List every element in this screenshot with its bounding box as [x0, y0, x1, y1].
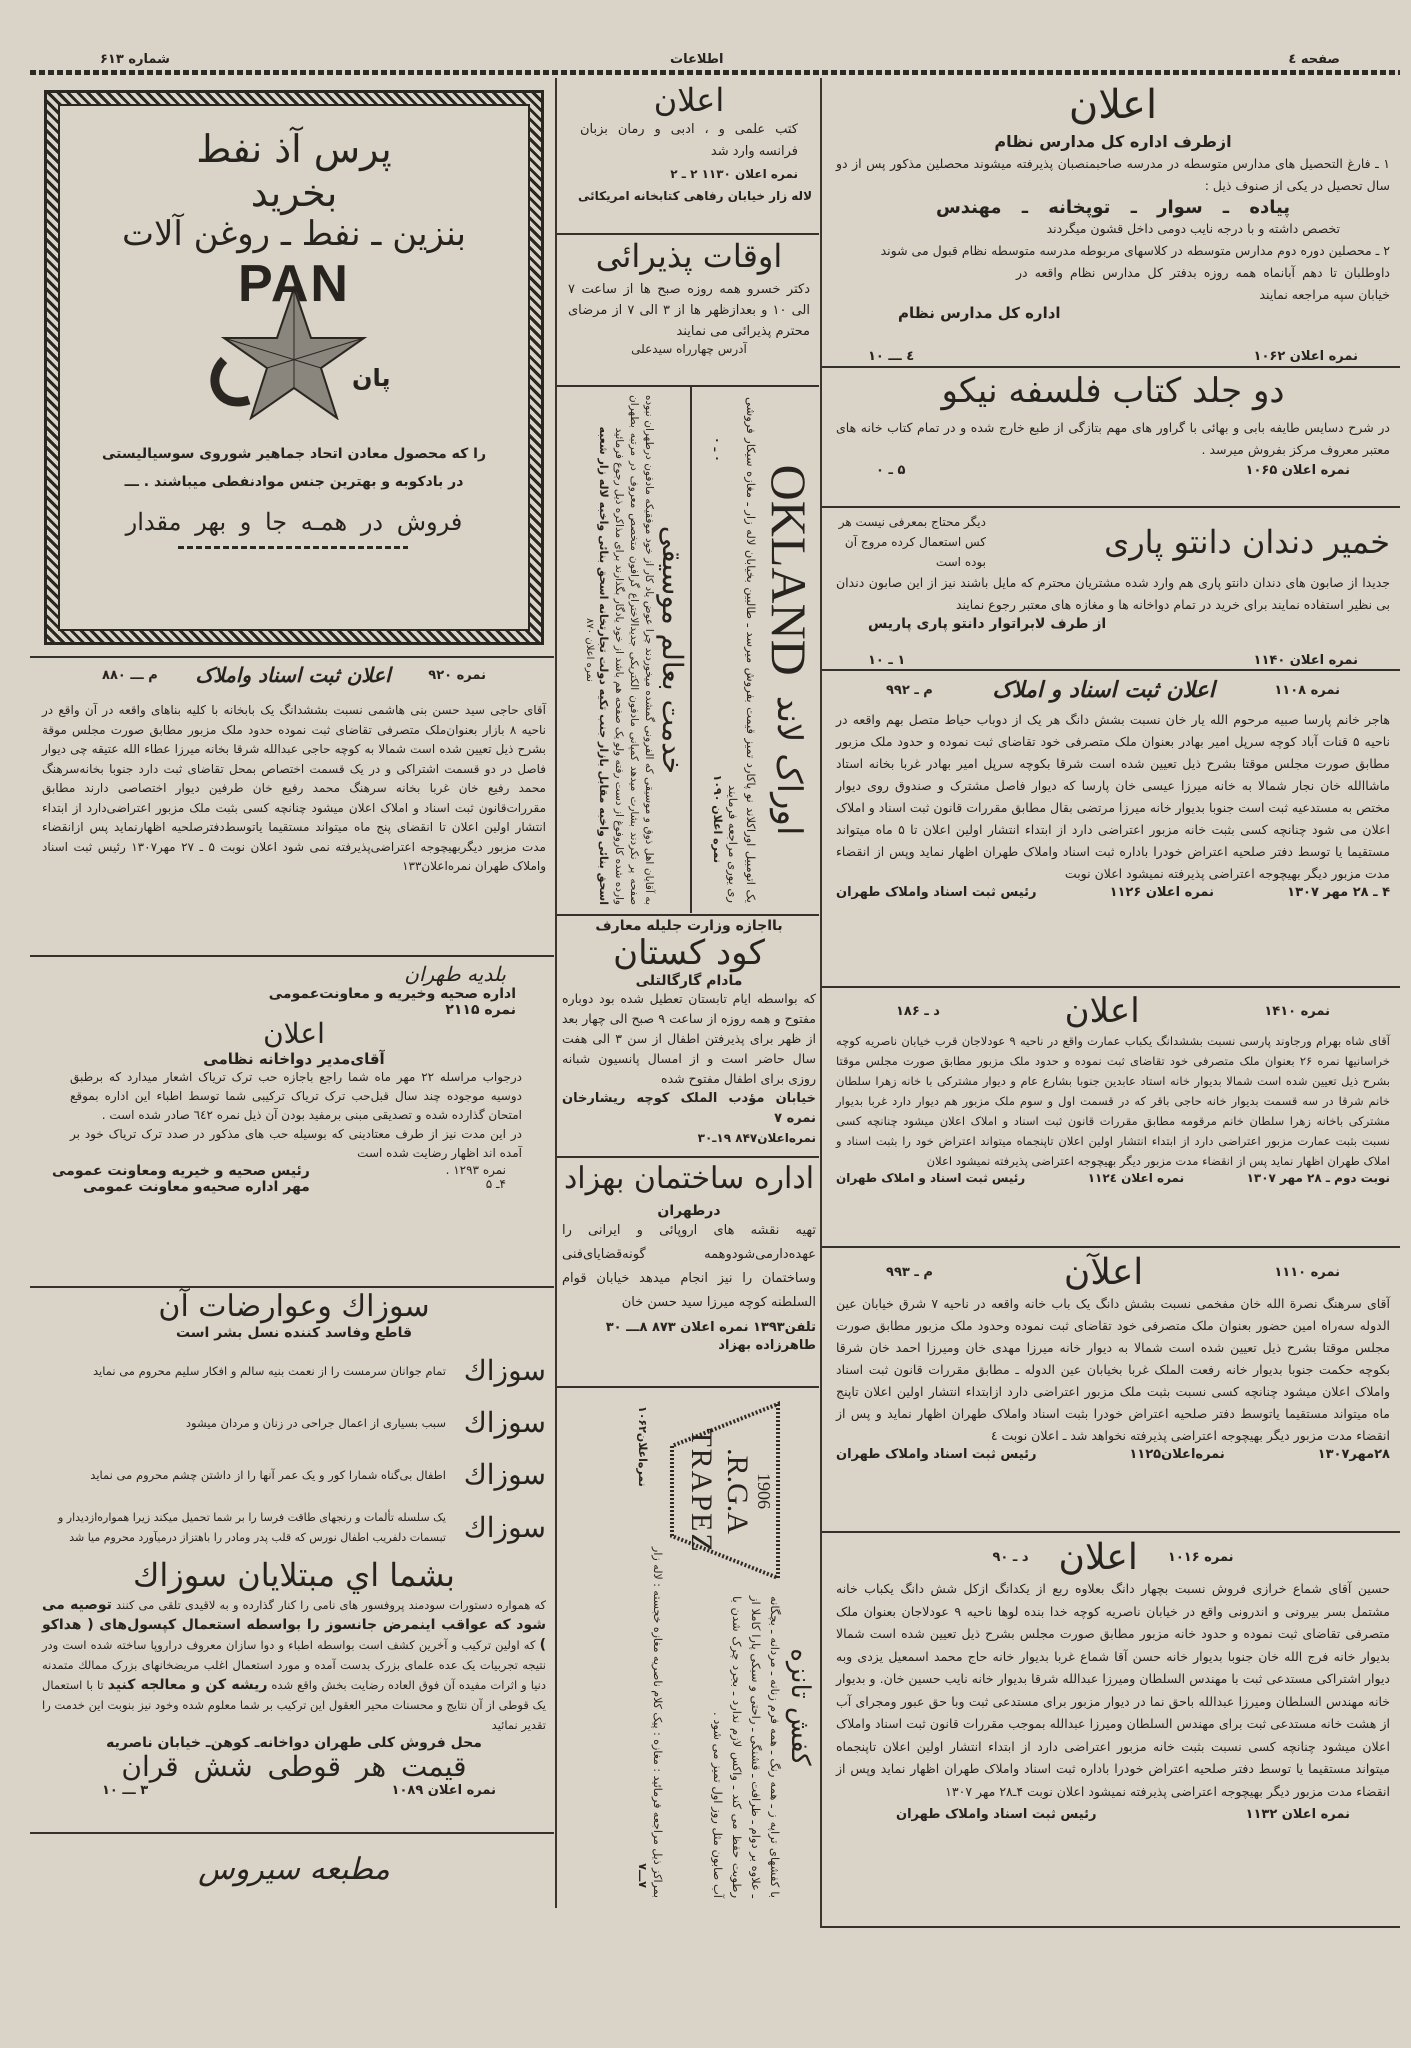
ad-header [42, 664, 546, 687]
divider [557, 233, 819, 235]
ad-dept: اداره صحیه وخیریه و معاونت‌عمومی [268, 986, 516, 1002]
ad-body-bold2: ریشه کن و معالجه کنید [107, 1677, 268, 1694]
ad-subtitle: مادام گارگالتلی [635, 973, 743, 990]
ad-trapez [556, 1388, 820, 1906]
ad-title: اعلان [1068, 82, 1158, 128]
ad-paragraph: تخصص داشته و با درجه نایب دومی داخل قشون میگردند [1046, 221, 1340, 236]
divider [557, 914, 819, 916]
ad-body: حسین آقای شماع خرازی فروش نسبت بچهار دانگ بعلاوه ربع از یکدانگ ازکل شش دانگ یکباب خانه مشتمل بسر بیرونی و اندرونی واقع در خیابان ناصریه کوچه خدا بنده لوها ناحیه ۹ عودلاجان بعنوان ملک متصرفی تقاضای ثبت نموده و حدود خانه مزبور مطابق صورت مجلس بشرح ذیل تعیین شده است شمالا بدیوار خانه فرج الله خان جنوبا بدیوار خانه حسن آقا شماع غربا بدیوار خانه حاج محمد اسمعیل یزدی وبه دیوار اشتراکی مستدعی ثبت با مهندس السلطان ومیرزا عبدالله شرقا بدیوار خانه نایب حسین خان. و بدیوار خانه مهندس السلطان ومیرزا عبدالله باحق نما در دیوار مزبور برای مستدعی ثبت وبا حق عبور ومجرای آب از هشت خانه مستدعی ثبت برای مهندس السلطان ومیرزا عبدالله بموجب مقررات قانون ثبت اسناد واملاک اعلان میشود چنانچه کسی نسبت بثبت خانه مزبور اعتراضی دارد از ابتداء انتشار اولین اعلان تاپنجماه میتواند مستقیما یا توسط دفتر صلحیه اعتراض خودرا باداره ثبت اسناد واملاک طهران اظهار نماید وپس از انقضاء مدت مزبور دیگر بهیچوجه اعتراضی پذیرفته نمیشود اعلان نوبت ۴ـ۲۸ مهر ۱۳۰۷ [836, 1581, 1390, 1799]
ad-title: خدمت بعالم موسیقی [656, 525, 689, 775]
ad-subtitle: ازطرف اداره کل مدارس نظام [994, 132, 1232, 151]
page-number: صفحه ٤ [1288, 52, 1340, 67]
ad-body-c: تا با استعمال یک قوطی از آن نتایج و محسنات محیر العقول این ترکیب بر شما معلوم شده وخود نیز بنوبت این خدمت را تقدیر نمائید [42, 1678, 546, 1733]
ad-1110 [828, 1252, 1398, 1528]
ad-body: به آقایان اهل ذوق و موسیقی که الفرونی گمشده میخوردند چرا عوض یاد کار از خود موفقیکه مادفون درطهران نبوده صفحه پر نکردند بشارت میدهد کمپانی مادفون الکتریکی جدیدالاختراع گرافون متخصص معروف در مرتبه بطهران وارده شده کاروفوغ از دست رفته ولو یک صفحه هم باشد از خود یادگار بگذارند برای مذاکره ذیل رجوع فرمائید [612, 395, 655, 905]
divider [557, 1156, 819, 1158]
suzak-word: سوزاك [463, 1406, 546, 1439]
ad-signature: از طرف لابراتوار دانتو پاری پاریس [868, 616, 1107, 632]
ad-body-a: که همواره دستورات سودمند پروفسور های نامی را کنار گذارده و به لاقیدی تلقی می کنند [116, 1598, 547, 1613]
ad-title: کفش تانزه [785, 1648, 815, 1766]
ad-title: کود کستان [613, 933, 765, 973]
ad-dentopari [828, 512, 1398, 668]
ad-number: نمره اعلان ۱۱۳۰ ۲ ـ ۲ [670, 166, 798, 181]
ad-code: م ـ ۹۹۳ [886, 1265, 933, 1281]
ad-address: لاله زار خیابان رفاهی کتابخانه امریکائی [577, 188, 812, 203]
divider [822, 366, 1400, 368]
logo-year: 1906 [754, 1473, 775, 1509]
ad-code: د ـ ۱۸۶ [896, 1004, 940, 1020]
ad-kindergarten [562, 918, 816, 1154]
ad-number: نمره اعلان ۱۱۲٤ [1087, 1171, 1185, 1186]
ad-number: نمره اعلان ۱۱۴۰ [1253, 653, 1358, 668]
ad-paragraph: درجواب مراسله ۲۲ مهر ماه شما راجع باجازه حب ترک تریاک اشعار میدارد که برطبق دوسیه موجوده چند سال قبل‌حب ترک تریاک ترکیبی شما توسط اطباء این اداره بموقع امتحان گذارده شده و تصدیقی مبنی برمفید بودن آن ذیل نمره ٦٤٢ صادر شده است . [70, 1070, 523, 1123]
rotated-ads [556, 387, 820, 913]
ad-code: م ـ ۹۹۲ [886, 683, 933, 699]
ad-municipality [36, 962, 552, 1284]
ad-run: ۴ـ ۵ [485, 1177, 506, 1192]
ad-title: اعلان [1058, 1537, 1138, 1578]
divider [822, 986, 1400, 988]
logo-text: PAN [238, 255, 350, 314]
ad-okland [690, 387, 820, 913]
ad-footer [836, 463, 1390, 478]
ad-military-schools [828, 82, 1398, 364]
ad-signature: اداره کل مدارس نظام [898, 304, 1061, 322]
suzak-row [42, 1501, 546, 1555]
divider [30, 955, 554, 957]
divider [30, 656, 554, 658]
ad-subtitle: درطهران [657, 1202, 721, 1219]
ad-title: اعلان ثبت اسناد و املاک [992, 677, 1215, 703]
ad-body: در شرح دسایس طایفه بابی و بهائی با گراور های مهم بتازگی از طبع خارج شده و در تمام کتاب خانه های معتبر معروف مرکز بفروش میرسد . [836, 420, 1390, 458]
ad-seal: مهر اداره صحیه‌و معاونت عمومی [82, 1179, 310, 1196]
ad-place: محل فروش کلی طهران دواخانه‌ـ کوهن‌ـ خیابان ناصریه [106, 1735, 482, 1752]
ad-body: آقای سرهنگ نصرة الله خان مفخمی نسبت بشش دانگ یک باب خانه واقعه در ناحیه ۷ شرق خیابان عین الدوله سه‌راه امین حضور بعنوان ملک متصرفی خود تقاضای ثبت نموده وحدود ملک مزبور مطابق صورت مجلس موقتا بشرح ذیل تعیین شده است شمالا به دیوار خانه میرزا مهدی خان ومیرزا احمد خان شرقا بکوچه حکمت جنوبا بدیوار خانه رفعت الملک غربا بخیابان عین الدوله ـ مطابق مقررات قانون ثبت اسناد واملاک اعلان میشود چنانچه کسی نسبت بثبت ملک مزبور اعتراضی دارد ازابتداء انتشار اولین اعلان تاپنج ماه میتواند مستقیما یاتوسط دفتر صلحیه اعتراض خودرا بثبت اسناد واملاک طهران اظهار نماید و پس از انقضاء مدت مزبور دیگر بهیچوجه اعتراضی پذیرفته نخواهد شد ـ اعلان نوبت ٤ [836, 1296, 1390, 1444]
ad-body: جدیدا از صابون های دندان دانتو پاری هم وارد شده مشتریان محترم که مایل باشند نیز از این صابون دندان بی نظیر استفاده نمایند برای خرید در تمام دواخانه ها و مغازه های معتبر رجوع نمایند [836, 575, 1390, 612]
ad-run: ۳ ـــ ۱۰ [102, 1783, 149, 1799]
suzak-row [42, 1345, 546, 1397]
ad-body: آقای شاه بهرام ورجاوند پارسی نسبت بششدانگ یکباب عمارت واقع در ناحیه ۹ عودلاجان قرب خیابان ناصریه کوچه خراسانیها نمره ۲۶ بعنوان ملک متصرفی خود تقاضای ثبت نموده و حدود ملک مزبور مطابق صورت مجلس موقتا بشرح ذیل تعیین شده است شمالا بدیوار خانه استاد عابدین جنوبا بشارع عام و دیوار مشترکی با خانه زهرا سلطان خانم شرقا در سه قسمت بدیوار خانه حاجی باقر که در قسمت اول و سوم ملک مزبور هم دیوار دارد غربا بدیوار مشترکی باخانه زهرا سلطان خانم مرقومه مطابق مقررات قانون ثبت اسناد و املاک اعلان میشود چنانچه کسی نسبت بثبت عمارت مزبور اعتراضی دارد از ابتداء انتشار اولین اعلان تاپنجماه میتواند اعتراض خود را بثبت اسناد و املاک طهران اظهار نماید پس از انقضاء مدت مزبور دیگر بهیچوجه اعتراضی پذیرفته نمیشود اعلان [836, 1034, 1390, 1169]
ad-number: نمره اعلان ۱۰۸۹ [391, 1783, 496, 1799]
ad-visiting-hours [562, 238, 816, 383]
ad-signature: رئیس صحیه و خیریه ومعاونت عمومی [52, 1163, 310, 1180]
logo-mark: .R.G.A [721, 1448, 755, 1534]
ad-number: نمره اعلان ۸۷۰ [583, 618, 595, 682]
ad-header [836, 1252, 1390, 1293]
ad-paragraph: ۲ ـ محصلین دوره دوم مدارس متوسطه در کلاسهای مربوطه مدرسه متوسطه نظام قبول می شوند [880, 243, 1390, 258]
ad-title: اوقات پذیرائی [595, 237, 783, 275]
ad-org: بلدیه طهران [404, 962, 506, 986]
ad-registry-920 [36, 664, 552, 954]
ad-line1: پرس آذ نفط [196, 127, 392, 171]
ad-addressee: آقای‌مدیر دواخانه نظامی [203, 1050, 385, 1069]
ad-date: ۲۸مهر۱۳۰۷ [1317, 1447, 1390, 1463]
suzak-line: اطفال بی‌گناه شمارا کور و یک عمر آنها را از داشتن چشم محروم می نماید [90, 1467, 446, 1482]
ad-body: آقای حاجی سید حسن بنی هاشمی نسبت بششدانگ یک بابخانه با کلیه بناهای واقعه در آن واقع در ناحیه ۸ بازار بعنوان‌ملک متصرفی تقاضای ثبت نموده حدود ملک مزبور مطابق صورت مجلس موقة بشرح ذیل تعیین شده است شمالا به کوچه حاجی عبدالله شرقا بخانه میرزا عطاء الله عتیقه چی دیوار فاصل در دو قسمت اشتراکی و در یک قسمت اختصاص بمحل تقاضای ثبت دارد جنوبا بخانه‌سرهنگ محمد رفیع خان غربا بخانه سرهنگ محمد رفیع خان طرفین دیوار اختصاصی دارند مطابق مقررات‌قانون ثبت اسناد و املاک اعلان میشود چنانچه کسی بثبت ملک مزبور اعتراضی‌دارد از ابتداء انتشار اولین اعلان تا انقضای پنج ماه میتواند مستقیما یاتوسط‌دفترصلحیه اظهارنماید پس ازانقضاء مدت مزبور دیگربهیچوجه اعتراضی‌پذیرفته نمی شود اعلان نوبت ۵ ـ ۲۷ مهر۱۳۰۷ رئیس ثبت اسناد واملاک طهران نمره‌اعلان۱۳۳ [42, 703, 546, 873]
ad-footer: تلفن۱۳۹۳ نمره اعلان ۸۷۳ ۸ـــ ۳۰ [605, 1319, 816, 1335]
suzak-word: سوزاك [463, 1458, 546, 1491]
ad-title: اعلان [263, 1017, 325, 1050]
ad-signature: رئیس ثبت اسناد واملاک طهران [836, 885, 1037, 901]
ad-body: تهیه نقشه های اروپائی و ایرانی را عهده‌دارمی‌شودوهمه گونه‌قضایای‌فنی وساختمان را نیز انجام میدهد خیابان قوام السلطنه کوچه میرزا سید حسن خان [562, 1222, 816, 1310]
ad-body-bold: توصیه می شود که عواقب اینمرض جانسوز را بواسطه استعمال کپسول‌های ( هداکو ) [42, 1597, 547, 1654]
ad-number: نمره‌اعلان۸۴۷ ۱۹ـ۳۰ [697, 1131, 816, 1146]
ad-no: نمره ۱۱۱۰ [1274, 1265, 1340, 1281]
ad-paragraph: ۱ ـ فارغ التحصیل های مدارس متوسطه در مدرسه صاحبمنصبان پذیرفته میشوند محصلین مذکور پس از دو سال تحصیل در یکی از صنوف ذیل : [836, 156, 1390, 193]
ad-number: نمره اعلان ۱۱۳۲ [1245, 1807, 1350, 1823]
ad-footer: فروش در همـه جا و بهر مقدار [125, 508, 463, 537]
ad-price: قیمت هر قوطی شش قران [121, 1750, 467, 1784]
ad-permit: بااجازه وزارت جلیله معارف [595, 918, 783, 934]
ad-title: دو جلد کتاب فلسفه نیکو [941, 371, 1285, 411]
ad-signature: طاهرزاده بهزاد [718, 1337, 816, 1353]
ad-body: هاجر خانم پارسا صبیه مرحوم الله یار خان نسبت بشش دانگ هر یک از دوباب حیاط متصل بهم واقعه در ناحیه ۵ قنات آباد کوچه سرپل امیر بهادر بعنوان ملک متصرفی خود تقاضای ثبت نموده و حدود ملک مزبور مطابق صورت مجلس موقتا بشرح ذیل تعیین شده است شرقا بکوچه سرپل امیر بهادر غربا بخانه استاد ماشاالله خان نجار شمالا به خانه میرزا عیسی خان پارسا که دیوار فاصل مشترک و صندوق روی دیوار مختص به مستدعیه ثبت است جنوبا بدیوار خانه میرزا مرتضی بقال مطابق مقررات قانون ثبت اسناد و املاک اعلان می شود چنانچه کسی بثبت خانه مزبور اعتراضی دارد از ابتداء انتشار اولین اعلان تا ۵ ماه میتواند مستقیما یا توسط دفتر صلحیه اعتراض خودرا باداره ثبت اسناد واملاک طهران اظهار نماید وپس از انقضاء مدت مزبور دیگر بهیچوجه اعتراضی پذیرفته نمیشود اعلان نوبت [835, 712, 1390, 882]
ad-music [556, 387, 690, 913]
ad-run: ۵ ـ ۰ [876, 463, 906, 479]
divider [822, 669, 1400, 671]
logo-name: TRAPEZ [685, 1428, 719, 1554]
ad-header [836, 1537, 1390, 1578]
ad-body: در بادکوبه و بهترین جنس موادنفطی میباشند . ـــ [124, 474, 464, 491]
ad-number: نمره‌اعلان۱۱۲۵ [1129, 1447, 1225, 1463]
divider [822, 1926, 1400, 1928]
ad-header [836, 992, 1390, 1031]
divider [822, 1246, 1400, 1248]
ad-french-books [562, 82, 816, 230]
ad-headline: بشما اي مبتلايان سوزاك [133, 1555, 455, 1594]
ad-title-en: OKLAND [761, 464, 817, 676]
ad-no: نمره ۲۱۱۵ [445, 1002, 516, 1018]
ad-footer [836, 885, 1390, 900]
ad-line3: بنزین ـ نفط ـ روغن آلات [121, 214, 467, 255]
suzak-word: سوزاك [463, 1354, 546, 1387]
ad-behzad [562, 1162, 816, 1384]
ad-number: نمره اعلان ۱۰۶۵ [1245, 463, 1350, 479]
issue-number: شماره ۶۱۳ [100, 52, 170, 67]
ad-no: نمره ۹۲۰ [428, 668, 486, 683]
ad-run: ۷ـــ۷ [636, 1863, 650, 1888]
ad-number: نمره اعلان ۱۰۹۰ [711, 774, 724, 863]
divider [822, 506, 1400, 508]
ad-signature: رئیس ثبت اسناد و املاک طهران [836, 1171, 1026, 1186]
header-divider [30, 70, 1400, 75]
logo-text-fa: پان [352, 364, 391, 393]
suzak-row [42, 1397, 546, 1449]
ad-footer [828, 349, 1398, 364]
ad-title: اعلان [653, 81, 725, 119]
suzak-row [42, 1449, 546, 1501]
ad-title: اداره ساختمان بهزاد [563, 1161, 815, 1196]
ad-number: نمره اعلان ۱۱۲۶ [1109, 885, 1215, 901]
ad-no: نمره ۱۰۱۶ [1167, 1550, 1234, 1566]
ad-gonorrhea [36, 1290, 552, 1830]
rotated-trapez-box [556, 1388, 820, 1906]
divider [822, 1531, 1400, 1533]
pan-logo [194, 255, 394, 420]
ad-title: اعلان ثبت اسناد واملاک [195, 663, 391, 687]
ad-address: آدرس چهارراه سیدعلی [631, 341, 747, 356]
ad-body-b: که اولین ترکیب و آخرین کشف است بواسطه اطباء و دوا سازان معروف دراروپا ساخته شده است ودر نتیجه تجربیات یک عده علمای بزرک بدست آمده و مورد استعمال اغلب مریضخانهای بزرک ممالك متمدنه دنیا و اثرات مفیده آن فوق العاده رضایت بخش واقع شده [42, 1638, 546, 1693]
newspaper-name: اطلاعات [670, 52, 724, 67]
ad-subtitle: قاطع وفاسد کننده نسل بشر است [175, 1324, 413, 1341]
ad-footer [828, 653, 1398, 668]
ad-footer [836, 1171, 1390, 1185]
ad-footer [836, 1803, 1390, 1822]
column-rule [820, 78, 822, 1928]
ad-1016 [828, 1537, 1398, 1927]
ad-code: د ـ ۹۰ [992, 1550, 1029, 1566]
ad-address: خیابان مؤدب الملک کوچه ریشارخان نمره ۷ [562, 1091, 816, 1127]
ad-code: م ـــ ۸۸۰ [102, 668, 158, 683]
ad-no: نمره ۱۴۱۰ [1264, 1004, 1330, 1020]
rotated-ads-box [556, 387, 820, 913]
printer-credit: مطبعه سیروس [198, 1852, 390, 1887]
ad-line2: بخرید [250, 170, 338, 215]
ad-signature: رئیس ثبت اسناد واملاک طهران [896, 1807, 1097, 1823]
ad-footer [42, 1783, 546, 1798]
ad-title: سوزاك وعوارضات آن [158, 1289, 430, 1324]
ad-niko-book [828, 372, 1398, 504]
ad-paragraph: در این مدت نیز از طرف معتادینی که بوسیله حب های مذکور در صدد ترک تریاک خود بر آمده اند اظهار رضایت شده است [70, 1127, 522, 1161]
ad-paragraph: داوطلبان تا دهم آبانماه همه روزه بدفتر کل مدارس نظام واقعه در خیابان سپه مراجعه نمایند [1016, 265, 1390, 302]
suzak-line: تمام جوانان سرمست را از نعمت بنیه سالم و افکار سلیم محروم می نماید [92, 1363, 446, 1378]
ad-registry-1108 [828, 678, 1398, 983]
trapez-logo [666, 1396, 784, 1586]
ad-number: نمره اعلان ۱۰۶۲ [1253, 349, 1358, 364]
ad-number: نمره ۱۲۹۳ . [445, 1163, 506, 1178]
ad-footer [836, 1447, 1390, 1462]
ad-run: ۱ ـ ۱۰ [868, 653, 906, 668]
ad-footer [711, 397, 724, 903]
ad-body: یک اتومبیل اوراکلاند نو پاکارد تمیز قیمت بفروش میرسد ـ طالبین بخیابان لاله زار ـ مغازه سیکار فروشی ری یوری مراجعه فرمایند [726, 397, 758, 903]
ad-run: ۰ ـ ۰ [711, 437, 724, 462]
divider [30, 1286, 554, 1288]
ad-date: ۴ ـ ۲۸ مهر ۱۳۰۷ [1287, 885, 1390, 901]
divider [30, 1832, 554, 1834]
ad-side-note: دیگر محتاج بمعرفی نیست هر کس استعمال کرده مروج آن بوده است [838, 515, 986, 569]
ad-address: اسحق بنائی واخبه مقابل بازار جنب تکیه دولت تجارتخانه اسحق بنائی واخبه لاله زار شعبه [596, 426, 610, 905]
ad-body: با کفشهای تراپه ز ـ همه رنگ ـ همه فرم زنانه ـ مردانه ـ بچگانه ـ علاوه بر دوام ـ ظرافت ـ قشنگی ـ راحتی و سبکی پارا کاملا از رطوبت حفظ می کند ـ واکس لازم ندارد ـ بجرد چرک شدن با آب صابون مثل روز اول تمیز می شود . [711, 1596, 783, 1898]
ad-title: اعلآن [1063, 1252, 1144, 1293]
ad-number: نمره‌اعلان۱۰۶۲ [636, 1406, 650, 1487]
ad-title: اعلان [1064, 991, 1140, 1031]
ad-no: نمره ۱۱۰۸ [1274, 683, 1340, 699]
ad-title: خمیر دندان دانتو پاری [1104, 522, 1390, 561]
ad-body: را که محصول معادن اتحاد جماهیر شوروی سوسیالیستی [101, 446, 486, 463]
page-header [30, 52, 1400, 70]
ad-run: ٤ ـــ ۱۰ [868, 349, 915, 364]
ad-pan-oil [44, 90, 544, 645]
ad-1410 [828, 992, 1398, 1242]
ad-date: نوبت دوم ـ ۲۸ مهر ۱۳۰۷ [1246, 1171, 1390, 1186]
ad-contact: بمراکز ذیل مراجعه فرمائید : مغازه : پیک کلام ناصریه مغازه خجسته : لاله زار [651, 1547, 665, 1898]
ad-body: که بواسطه ایام تابستان تعطیل شده بود دوباره مفتوح و همه روزه از ساعت ۹ صبح الی چهار بعد از ظهر برای پذیرفتن اطفال از سن ۳ الی هفت سال حاضر است و از امسال پانسیون شبانه روزی برای اطفال مفتوح شده [562, 991, 817, 1087]
ad-signature: رئیس ثبت اسناد واملاک طهران [836, 1447, 1037, 1463]
suzak-line: سبب بسیاری از اعمال جراحی در زنان و مردان میشود [185, 1415, 446, 1430]
ad-body: دکتر خسرو همه روزه صبح ها از ساعت ۷ الی ۱۰ و بعدازظهر ها از ۳ الی ۷ از مرضای محترم پذیرائی می نمایند [568, 281, 810, 339]
ad-footer [636, 1396, 649, 1898]
ad-body: کتب علمی و ، ادبی و رمان بزبان فرانسه وارد شد [580, 121, 798, 159]
suzak-word: سوزاك [463, 1511, 546, 1544]
ad-header [836, 678, 1390, 703]
suzak-line: یک سلسله تألمات و رنجهای طاقت فرسا را بر شما تحمیل میکند زیرا همواره‌ازدیدار و تبسمات دلفریب اطفال نورس که قلب پدر ومادر را باهتزاز درمیآورد محروم میا شد [57, 1510, 446, 1544]
ad-title-fa: اوراک لاند [769, 695, 809, 836]
ad-body [42, 1595, 546, 1735]
divider [178, 546, 408, 549]
ad-branches: پیاده ـ سوار ـ توپخانه ـ مهندس [935, 197, 1291, 218]
